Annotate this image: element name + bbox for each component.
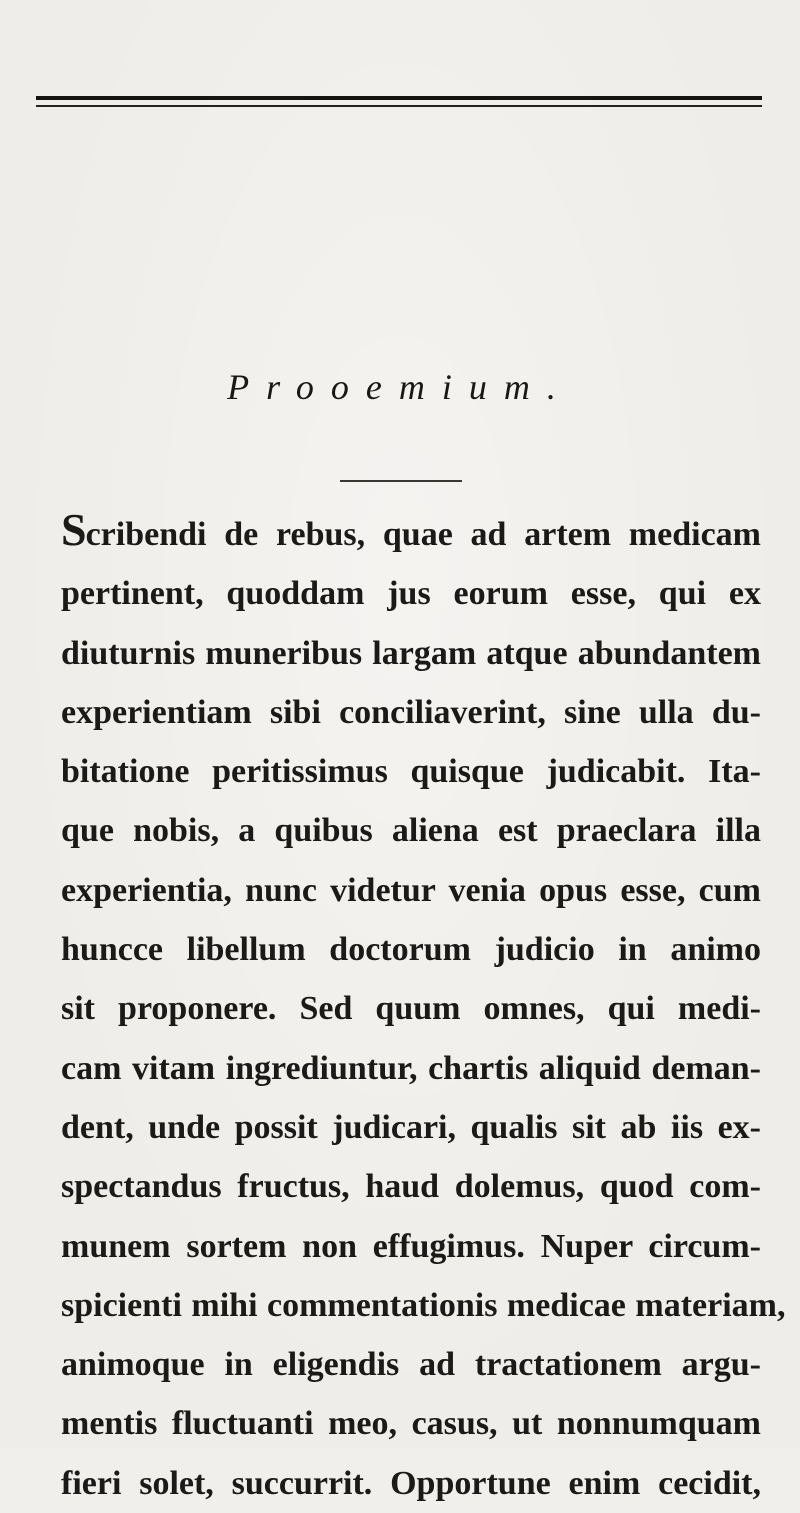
section-title: Prooemium. <box>227 367 573 407</box>
rule-thick <box>36 96 762 100</box>
text-line: spectandus fructus, haud dolemus, quod com- <box>61 1168 761 1206</box>
text-line: experientiam sibi conciliaverint, sine ulla du- <box>61 693 761 731</box>
text-line: pertinent, quoddam jus eorum esse, qui ex <box>61 575 761 613</box>
text-line: que nobis, a quibus aliena est praeclara illa <box>61 812 761 850</box>
text-line: munem sortem non effugimus. Nuper circum- <box>61 1227 761 1265</box>
text-line: sit proponere. Sed quum omnes, qui medi- <box>61 990 761 1028</box>
text-line: huncce libellum doctorum judicio in animo <box>61 931 761 969</box>
text-line: spicienti mihi commentationis medicae materiam, <box>61 1286 786 1324</box>
text-line: animoque in eligendis ad tractationem argu- <box>61 1346 761 1384</box>
text-line: Scribendi de rebus, quae ad artem medicam <box>61 504 761 555</box>
text-line: cam vitam ingrediuntur, chartis aliquid deman- <box>61 1049 761 1087</box>
rule-thin <box>36 105 762 107</box>
title-underline-rule <box>340 480 462 482</box>
text-line: dent, unde possit judicari, qualis sit ab iis ex- <box>61 1108 761 1146</box>
text-line: experientia, nunc videtur venia opus esse, cum <box>61 871 761 909</box>
body-paragraph <box>61 504 786 1513</box>
header-double-rule <box>36 96 762 112</box>
text-line: diuturnis muneribus largam atque abundantem <box>61 634 761 672</box>
text-line: fieri solet, succurrit. Opportune enim cecidit, <box>61 1464 761 1502</box>
initial-letter: S <box>61 504 86 555</box>
text-line: mentis fluctuanti meo, casus, ut nonnumquam <box>61 1405 761 1443</box>
text-line: bitatione peritissimus quisque judicabit. Ita- <box>61 753 761 791</box>
